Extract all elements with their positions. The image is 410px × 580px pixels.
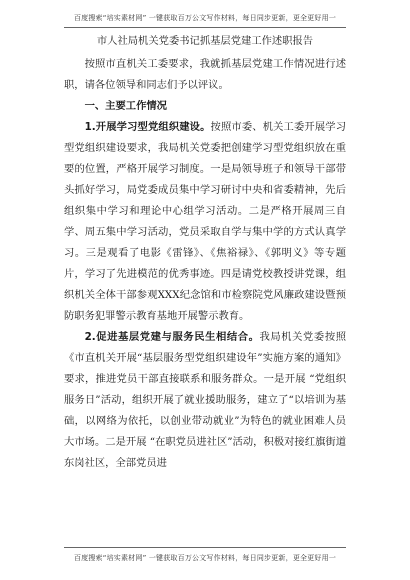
item1-heading: 1.开展学习型党组织建设。 [84, 121, 211, 133]
intro-paragraph: 按照市直机关工委要求，我就抓基层党建工作情况进行述职，请各位领导和同志们予以评议。 [64, 58, 346, 91]
document-body [64, 31, 346, 474]
item1-paragraph [64, 117, 346, 327]
top-promo-banner: 百度搜索“培实素材网” 一键获取百万公文写作材料，每日同步更新，更全更好用一 [73, 14, 337, 22]
item2-body: 我局机关党委按照《市直机关开展“基层服务型党组织建设年”实施方案的通知》要求，推进党员干部直接联系和服务群众。一是开展 “党组织服务日”活动，组织开展了就业援助服务，建立了“以培训为基础，以网络为依托，以创业带动就业”为特色的就业困难人员大市场。二是开展 “在职党员进社区”活动，积极对接红旗街道东岗社区，全部党员进 [64, 331, 346, 469]
item2-heading: 2.促进基层党建与服务民生相结合。 [84, 331, 260, 343]
footer-divider [64, 547, 346, 548]
item1-body: 按照市委、机关工委开展学习型党组织建设要求，我局机关党委把创建学习型党组织放在重要的位置，严格开展学习制度。一是局领导班子和领导干部带头抓好学习，局党委成员集中学习研讨中央和省委精神，先后组织集中学习和理论中心组学习活动。二是严格开展周三自学、周五集中学习活动，党员采取自学与集中学的方式认真学习。三是观看了电影《雷锋》、《焦裕禄》、《郭明义》等专题片，学习了先进模范的优秀事迹。四是请党校教授讲党课，组织机关全体干部参观XXX纪念馆和市检察院党风廉政建设暨预防职务犯罪警示教育基地开展警示教育。 [64, 121, 347, 322]
document-title: 市人社局机关党委书记抓基层党建工作述职报告 [96, 35, 314, 47]
section-heading: 一、主要工作情况 [84, 100, 167, 112]
bottom-promo-banner: 百度搜索“培实素材网” 一键获取百万公文写作材料，每日同步更新，更全更好用一 [73, 554, 337, 562]
item2-paragraph [64, 327, 346, 474]
header-divider [64, 27, 346, 28]
